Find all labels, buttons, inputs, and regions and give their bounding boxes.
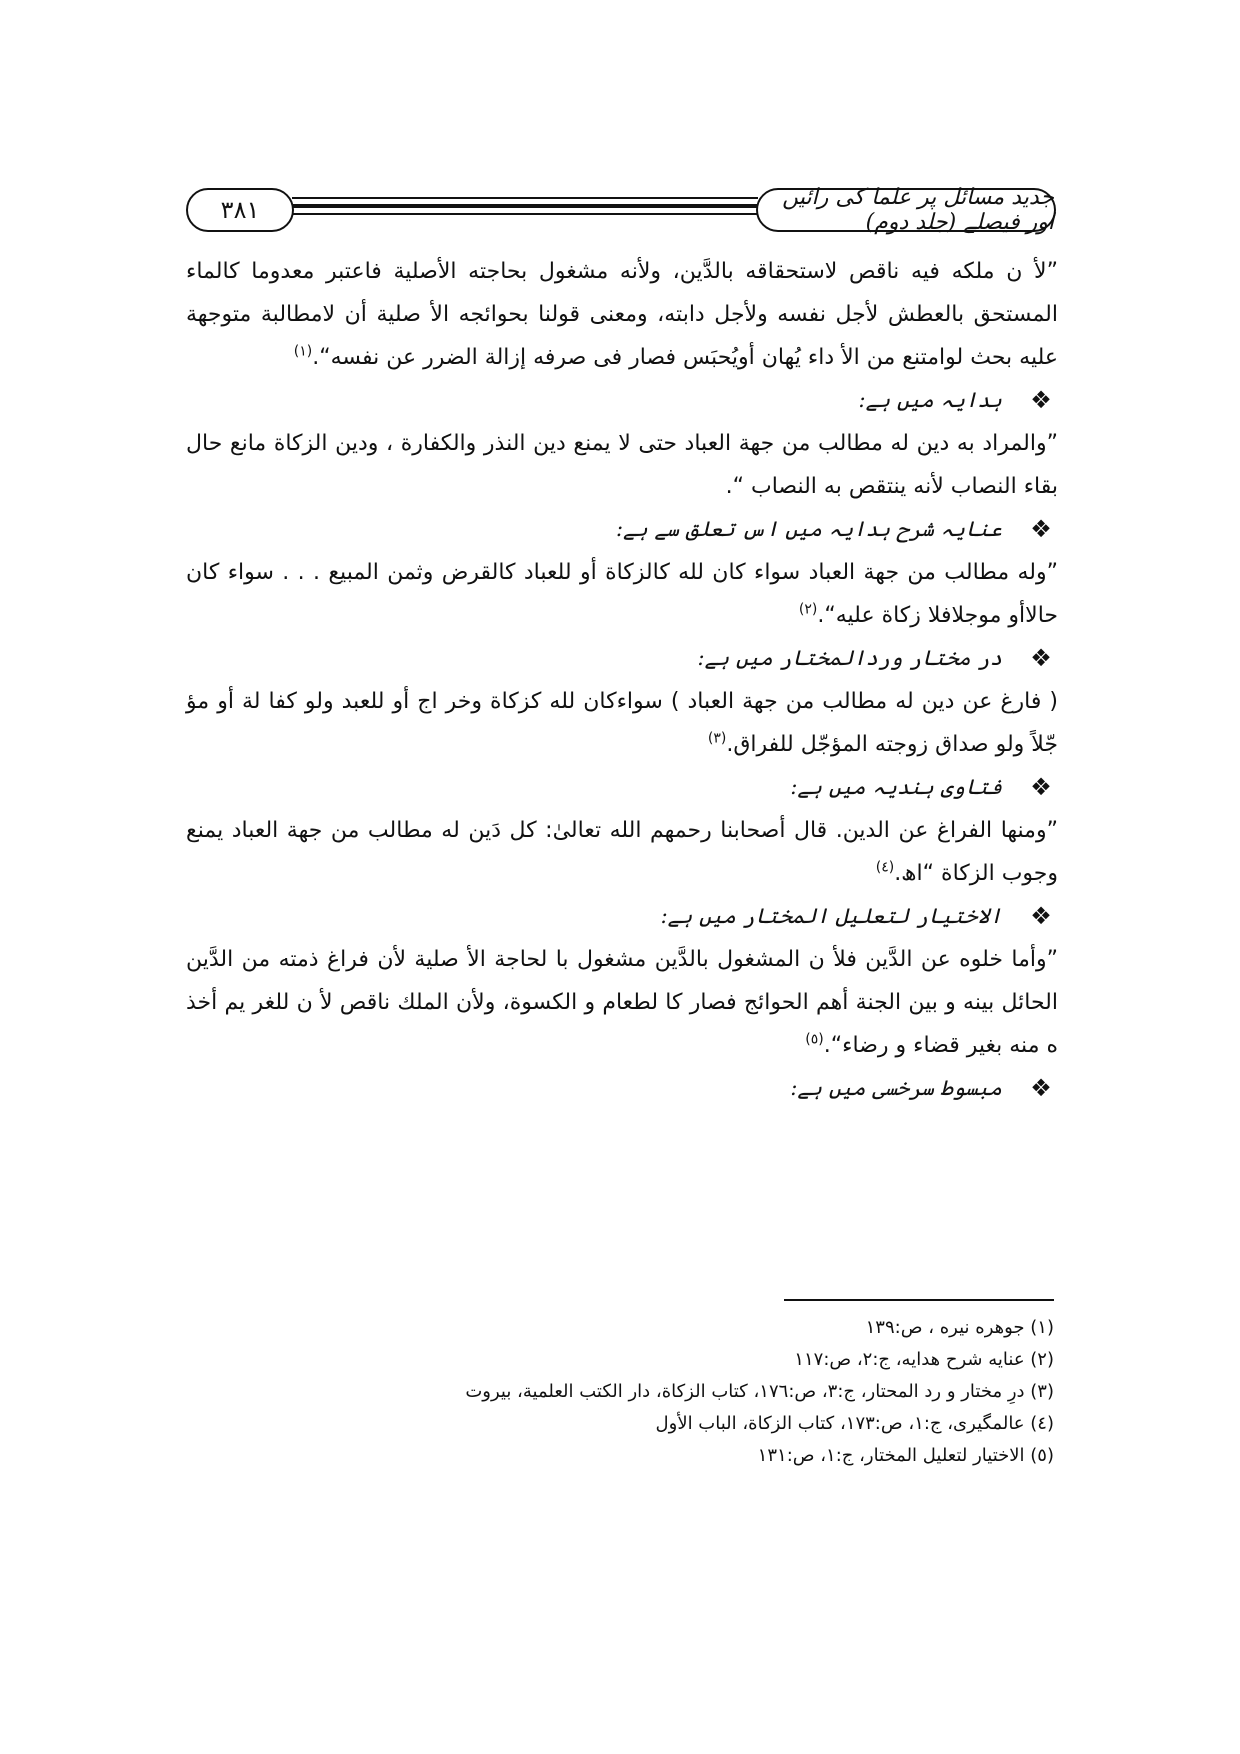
- section-heading: [186, 766, 1058, 809]
- footnote-item: (٢) عنايه شرح هدايه، ج:٢، ص:١١٧: [794, 1349, 1054, 1370]
- header-rule-line: [292, 197, 758, 199]
- book-title-badge: [756, 185, 1056, 235]
- header-rule-line: [292, 204, 758, 208]
- footnotes: [182, 1312, 1054, 1472]
- quote-text: ”لأ ن ملكه فيه ناقص لاستحقاقه بالدَّين، ولأنه مشغول بحاجته الأصلية فاعتبر معدوما كالماء المستحق بالعطش لأجل نفسه ولأجل دابته، ومعنى قولنا بحوائجه الأ صلية أن لامطالبة متوجهة عليه بحث لوامتنع من الأ داء يُهان أويُحبَس فصار فى صرفه إزالة الضرر عن نفسه“.: [186, 259, 1058, 370]
- quote-text: ”ومنها الفراغ عن الدين. قال أصحابنا رحمهم الله تعالىٰ: كل دَين له مطالب من جهة العباد يمنع وجوب الزكاة “اھ.: [186, 818, 1058, 886]
- header-rule-line: [292, 213, 758, 215]
- section-heading-text: در مختار وردالمختار میں ہے:: [697, 646, 1002, 670]
- quote-text: ( فارغ عن دين له مطالب من جهة العباد ) سواءكان لله كزكاة وخر اج أو للعبد ولو كفا لة أو مؤ جّلاً ولو صداق زوجته المؤجّل للفراق.: [186, 689, 1058, 757]
- footnote-divider: [784, 1299, 1054, 1301]
- page-number-badge: [186, 188, 294, 232]
- footnote-ref[interactable]: (٤): [875, 859, 895, 876]
- bullet-icon: ❖: [1030, 386, 1052, 414]
- section-heading-text: ہدایہ میں ہے:: [858, 388, 1002, 412]
- footnote-item: (١) جوهره نيره ، ص:١٣٩: [865, 1317, 1054, 1338]
- bullet-icon: ❖: [1030, 1074, 1052, 1102]
- quote-paragraph: [186, 938, 1058, 1067]
- quote-paragraph: [186, 422, 1058, 508]
- quote-text: ”والمراد به دين له مطالب من جهة العباد حتى لا يمنع دين النذر والكفارة ، ودين الزكاة مانع حال بقاء النصاب لأنه ينتقص به النصاب “.: [186, 431, 1058, 499]
- quote-text: ”وأما خلوه عن الدَّين فلأ ن المشغول بالدَّين مشغول با لحاجة الأ صلية لأن فراغ ذمته من الدَّين الحائل بينه و بين الجنة أهم الحوائج فصار كا لطعام و الكسوة، ولأن الملك ناقص لأ ن للغر يم أخذ ه منه بغير قضاء و رضاء“.: [186, 947, 1058, 1058]
- section-heading-text: الاختیار لتعلیل المختار میں ہے:: [660, 904, 1002, 928]
- main-text: [186, 250, 1058, 1110]
- section-heading-text: عنایہ شرح ہدایہ میں اس تعلق سے ہے:: [615, 517, 1002, 541]
- section-heading: [186, 637, 1058, 680]
- footnote-ref[interactable]: (٣): [707, 730, 727, 747]
- quote-text: ”وله مطالب من جهة العباد سواء كان لله كالزكاة أو للعباد كالقرض وثمن المبيع . . . سواء كان حالاأو موجلافلا زكاة عليه“.: [186, 560, 1058, 628]
- quote-paragraph: [186, 551, 1058, 637]
- bullet-icon: ❖: [1030, 902, 1052, 930]
- section-heading: [186, 1067, 1058, 1110]
- section-heading-text: فتاوی ہندیہ میں ہے:: [790, 775, 1002, 799]
- page-header: [186, 185, 1056, 238]
- section-heading: [186, 895, 1058, 938]
- book-title: جدید مسائل پر علما کی رائیں اور فیصلے (جلد دوم): [782, 185, 1054, 235]
- section-heading: [186, 508, 1058, 551]
- footnote-ref[interactable]: (١): [293, 343, 313, 360]
- quote-paragraph: [186, 809, 1058, 895]
- bullet-icon: ❖: [1030, 515, 1052, 543]
- quote-paragraph: [186, 250, 1058, 379]
- quote-paragraph: [186, 680, 1058, 766]
- footnote-ref[interactable]: (٢): [798, 601, 818, 618]
- bullet-icon: ❖: [1030, 773, 1052, 801]
- bullet-icon: ❖: [1030, 644, 1052, 672]
- header-rule: [292, 197, 758, 220]
- footnote-ref[interactable]: (٥): [805, 1031, 824, 1048]
- footnote-item: (٣) درِ مختار و رد المحتار، ج:٣، ص:١٧٦، كتاب الزكاة، دار الكتب العلمية، بيروت: [465, 1381, 1054, 1402]
- section-heading-text: مبسوط سرخسی میں ہے:: [790, 1076, 1002, 1100]
- footnote-item: (٤) عالمگیری، ج:١، ص:١٧٣، كتاب الزكاة، الباب الأول: [655, 1413, 1054, 1434]
- footnote-item: (٥) الاختيار لتعليل المختار، ج:١، ص:١٣١: [757, 1445, 1054, 1466]
- section-heading: [186, 379, 1058, 422]
- page-number: ٣٨١: [220, 196, 260, 224]
